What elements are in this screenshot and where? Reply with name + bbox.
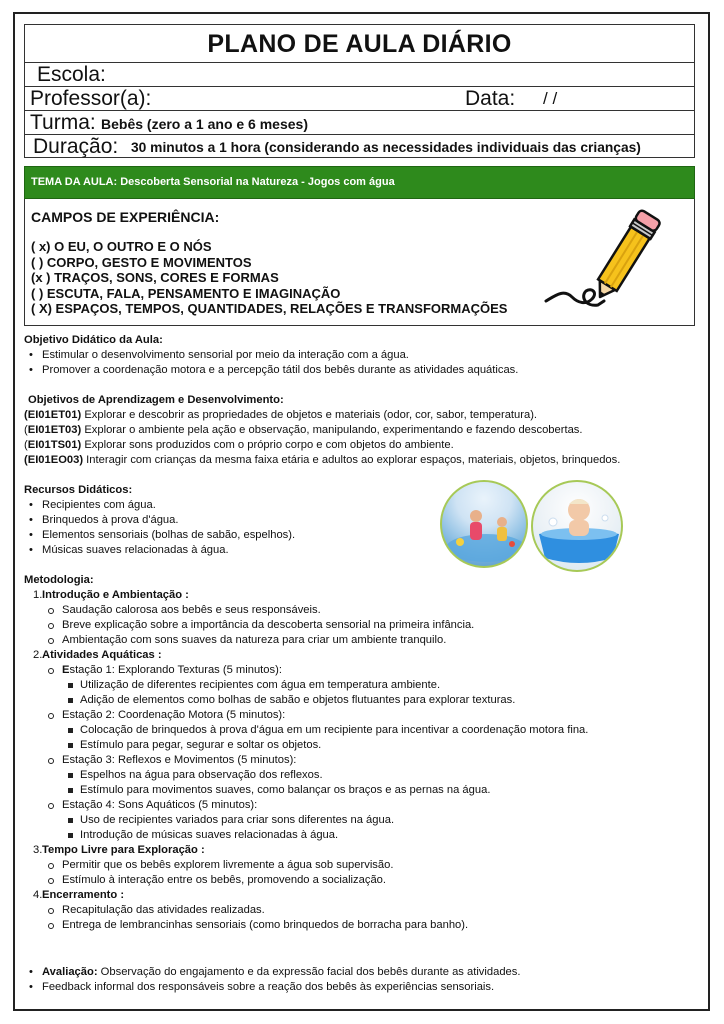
objective-code: (EI01ET01) (24, 409, 82, 421)
turma-value: Bebês (zero a 1 ano e 6 meses) (101, 116, 308, 132)
station: Estação 1: Explorando Texturas (5 minutos): Utilização de diferentes recipientes com água em temperatura ambiente. Adição de elementos como bolhas de sabão e objetos flutuantes para explorar texturas. (62, 663, 704, 708)
escola-row (25, 63, 694, 87)
list-item: • Recipientes com água. (42, 498, 704, 513)
aprendizagem-item: (EI01ET01) Explorar e descobrir as propriedades de objetos e materiais (odor, cor, sabor, temperatura). (24, 409, 538, 421)
professor-row (25, 87, 694, 111)
metodologia-step: 4. Encerramento : Recapitulação das atividades realizadas. Entrega de lembrancinhas sensoriais (como brinquedos de borracha para banho). (42, 888, 704, 933)
objective-code: EI01TS01) (27, 439, 82, 451)
list-item: Recapitulação das atividades realizadas. (62, 903, 704, 918)
list-item: Ambientação com sons suaves da natureza para criar um ambiente tranquilo. (62, 633, 704, 648)
baby-bath-photo (531, 480, 623, 572)
duracao-label: Duração: (33, 135, 119, 158)
metodologia-step: 1. Introdução e Ambientação : Saudação calorosa aos bebês e seus responsáveis. Breve explicação sobre a importância da descoberta sensorial na primeira infância. Ambientação com sons suaves da natureza para criar um ambiente tranquilo. (42, 588, 704, 648)
list-item: Estímulo para pegar, segurar e soltar os objetos. (80, 738, 704, 753)
list-item: Saudação calorosa aos bebês e seus responsáveis. (62, 603, 704, 618)
duracao-row (25, 135, 694, 159)
aprendizagem-title: Objetivos de Aprendizagem e Desenvolvimento: (28, 394, 284, 406)
duracao-value: 30 minutos a 1 hora (considerando as necessidades individuais das crianças) (131, 140, 641, 155)
lesson-content (24, 333, 704, 995)
metodologia-step: 3. Tempo Livre para Exploração : Permitir que os bebês explorem livremente a água sob supervisão. Estímulo à interação entre os bebês, promovendo a socialização. (42, 843, 704, 888)
step-title: Introdução e Ambientação : (42, 589, 189, 601)
station: Estação 3: Reflexos e Movimentos (5 minutos): Espelhos na água para observação dos reflexos. Estímulo para movimentos suaves, como balançar os braços e as pernas na água. (62, 753, 704, 798)
pencil-icon (542, 209, 672, 314)
aprendizagem-item: (EI01EO03) Interagir com crianças da mesma faixa etária e adultos ao explorar espaços, materiais, objetos, brinquedos. (24, 454, 621, 466)
metodologia-list (24, 588, 704, 933)
avaliacao-list (24, 965, 704, 995)
step-title: Tempo Livre para Exploração : (42, 844, 205, 856)
page-title: PLANO DE AULA DIÁRIO (25, 25, 694, 63)
avaliacao-label: Avaliação: (42, 966, 98, 978)
list-item: Adição de elementos como bolhas de sabão e objetos flutuantes para explorar texturas. (80, 693, 704, 708)
turma-row (25, 111, 694, 135)
list-item: Estímulo à interação entre os bebês, promovendo a socialização. (62, 873, 704, 888)
professor-label: Professor(a): (30, 87, 152, 110)
campos-item: ( ) CORPO, GESTO E MOVIMENTOS (31, 254, 252, 270)
step-title: Atividades Aquáticas : (42, 649, 162, 661)
escola-label: Escola: (37, 63, 106, 86)
list-item: Entrega de lembrancinhas sensoriais (como brinquedos de borracha para banho). (62, 918, 704, 933)
list-item: • Brinquedos à prova d'água. (42, 513, 704, 528)
recursos-title: Recursos Didáticos: (24, 484, 133, 496)
header-box (24, 24, 695, 158)
campos-item: (x ) TRAÇOS, SONS, CORES E FORMAS (31, 270, 279, 285)
list-item: • Elementos sensoriais (bolhas de sabão, espelhos). (42, 528, 704, 543)
campos-item: ( x) O EU, O OUTRO E O NÓS (31, 239, 212, 254)
list-item: • Feedback informal dos responsáveis sobre a reação dos bebês às experiências sensoriais. (42, 980, 704, 995)
aprendizagem-item: (EI01TS01) Explorar sons produzidos com o próprio corpo e com objetos do ambiente. (24, 439, 454, 451)
list-item: • Promover a coordenação motora e a percepção tátil dos bebês durante as atividades aquáticas. (42, 363, 704, 378)
list-item: • Músicas suaves relacionadas à água. (42, 543, 704, 558)
objetivo-title: Objetivo Didático da Aula: (24, 334, 163, 346)
data-label: Data: (465, 87, 516, 110)
list-item: Utilização de diferentes recipientes com água em temperatura ambiente. (80, 678, 704, 693)
list-item: • Avaliação: Observação do engajamento e da expressão facial dos bebês durante as atividades. (42, 965, 704, 980)
objective-code: EI01ET03) (27, 424, 82, 436)
metodologia-title: Metodologia: (24, 574, 94, 586)
children-water-play-photo (440, 480, 528, 568)
tema-bar: TEMA DA AULA: Descoberta Sensorial na Natureza - Jogos com água (24, 166, 695, 199)
station: Estação 2: Coordenação Motora (5 minutos): Colocação de brinquedos à prova d'água em um recipiente para incentivar a coordenação motora fina. Estímulo para pegar, segurar e soltar os objetos. (62, 708, 704, 753)
campos-item: ( X) ESPAÇOS, TEMPOS, QUANTIDADES, RELAÇÕES E TRANSFORMAÇÕES (31, 301, 508, 316)
campos-title: CAMPOS DE EXPERIÊNCIA: (31, 209, 220, 225)
turma-label: Turma: (30, 111, 96, 134)
campos-box (24, 199, 695, 326)
list-item: Uso de recipientes variados para criar sons diferentes na água. (80, 813, 704, 828)
data-slashes: / / (543, 89, 558, 108)
step-title: Encerramento : (42, 889, 125, 901)
campos-item: ( ) ESCUTA, FALA, PENSAMENTO E IMAGINAÇÃO (31, 285, 341, 301)
aprendizagem-item: (EI01ET03) Explorar o ambiente pela ação e observação, manipulando, experimentando e fazendo descobertas. (24, 424, 583, 436)
list-item: Colocação de brinquedos à prova d'água em um recipiente para incentivar a coordenação motora fina. (80, 723, 704, 738)
list-item: Introdução de músicas suaves relacionadas à água. (80, 828, 704, 843)
list-item: Permitir que os bebês explorem livremente a água sob supervisão. (62, 858, 704, 873)
objetivo-list (24, 348, 704, 378)
list-item: Estímulo para movimentos suaves, como balançar os braços e as pernas na água. (80, 783, 704, 798)
list-item: • Estimular o desenvolvimento sensorial por meio da interação com a água. (42, 348, 704, 363)
objective-code: (EI01EO03) (24, 454, 84, 466)
list-item: Breve explicação sobre a importância da descoberta sensorial na primeira infância. (62, 618, 704, 633)
metodologia-step: 2. Atividades Aquáticas : Estação 1: Explorando Texturas (5 minutos): Utilização de diferentes recipientes com água em temperatura ambiente. Adição de elementos como bolhas de sabão e objetos flutuantes para explorar texturas. Estação 2: Coordenação Motora (5 minutos): Colocação de brinquedos à prova d'água em um recipiente para incentivar a coordenação motora fina. Estímulo para pegar, segurar e soltar os objetos. Estação 3: Reflexos e Movimentos (5 minutos): Espelhos na água para observação dos reflexos. Estímulo para movimentos suaves, como balançar os braços e as pernas na água. Estação 4: Sons Aquáticos (5 minutos): Uso de recipientes variados para criar sons diferentes na água. Introdução de músicas suaves relacionadas à água. (42, 648, 704, 843)
list-item: Espelhos na água para observação dos reflexos. (80, 768, 704, 783)
station: Estação 4: Sons Aquáticos (5 minutos): Uso de recipientes variados para criar sons diferentes na água. Introdução de músicas suaves relacionadas à água. (62, 798, 704, 843)
